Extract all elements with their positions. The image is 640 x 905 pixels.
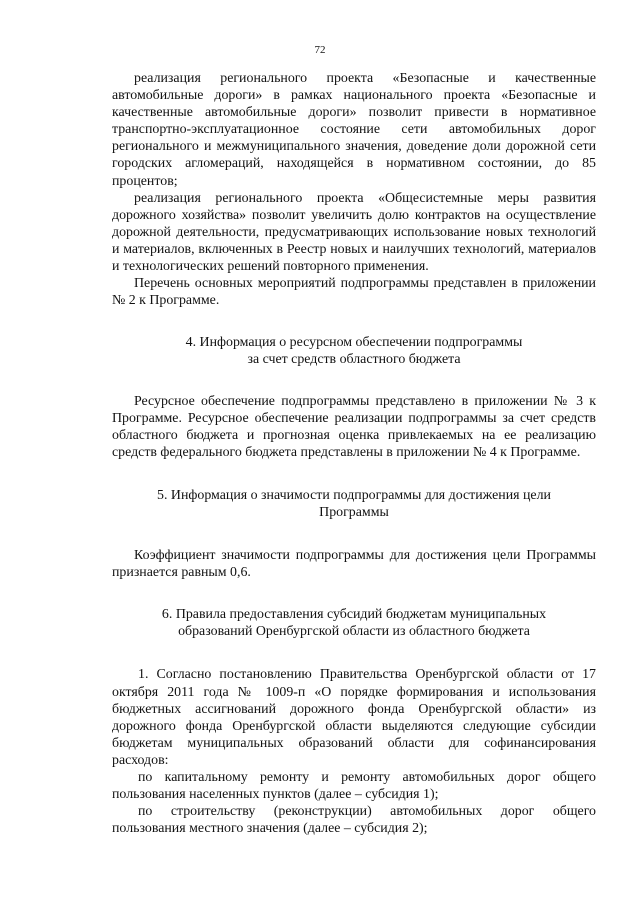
- paragraph: реализация регионального проекта «Безопасные и качественные автомобильные дороги» в рамках национального проекта «Безопасные и качественные автомобильные дороги» позволит привести в нормативное транспортно-эксплуатационное состояние сети автомобильных дорог регионального и межмуниципального значения, доведение доли дорожной сети городских агломераций, находящейся в нормативном состоянии, до 85 процентов;: [112, 71, 596, 189]
- document-body: [112, 70, 596, 837]
- section-heading: образований Оренбургской области из областного бюджета: [178, 624, 530, 640]
- section-heading: Программы: [319, 504, 389, 520]
- section-heading: 6. Правила предоставления субсидий бюджетам муниципальных: [161, 607, 547, 623]
- paragraph: реализация регионального проекта «Общесистемные меры развития дорожного хозяйства» позволит увеличить долю контрактов на осуществление дорожной деятельности, предусматривающих использование новых технологий и материалов, включенных в Реестр новых и наилучших технологий, материалов и технологических решений повторного применения.: [112, 190, 596, 275]
- paragraph: 1. Согласно постановлению Правительства Оренбургской области от 17 октября 2011 года № 1009-п «О порядке формирования и использования бюджетных ассигнований дорожного фонда Оренбургской области» из дорожного фонда Оренбургской области выделяются следующие субсидии бюджетам муниципальных образований области для софинансирования расходов:: [112, 667, 596, 768]
- section-heading: 4. Информация о ресурсном обеспечении подпрограммы: [185, 335, 523, 351]
- section-heading: 5. Информация о значимости подпрограммы для достижения цели: [157, 487, 551, 503]
- paragraph: Ресурсное обеспечение подпрограммы представлено в приложении № 3 к Программе. Ресурсное обеспечение реализации подпрограммы за счет средств областного бюджета и прогнозная оценка привлекаемых на ее реализацию средств федерального бюджета представлены в приложении № 4 к Программе.: [112, 393, 596, 460]
- section-heading: за счет средств областного бюджета: [247, 352, 461, 368]
- paragraph: Коэффициент значимости подпрограммы для достижения цели Программы признается равным 0,6.: [112, 548, 596, 581]
- paragraph: Перечень основных мероприятий подпрограммы представлен в приложении № 2 к Программе.: [112, 276, 596, 309]
- paragraph: по капитальному ремонту и ремонту автомобильных дорог общего пользования населенных пунктов (далее – субсидия 1);: [112, 770, 596, 803]
- page-number: 72: [314, 44, 326, 56]
- paragraph: по строительству (реконструкции) автомобильных дорог общего пользования местного значения (далее – субсидия 2);: [112, 804, 596, 837]
